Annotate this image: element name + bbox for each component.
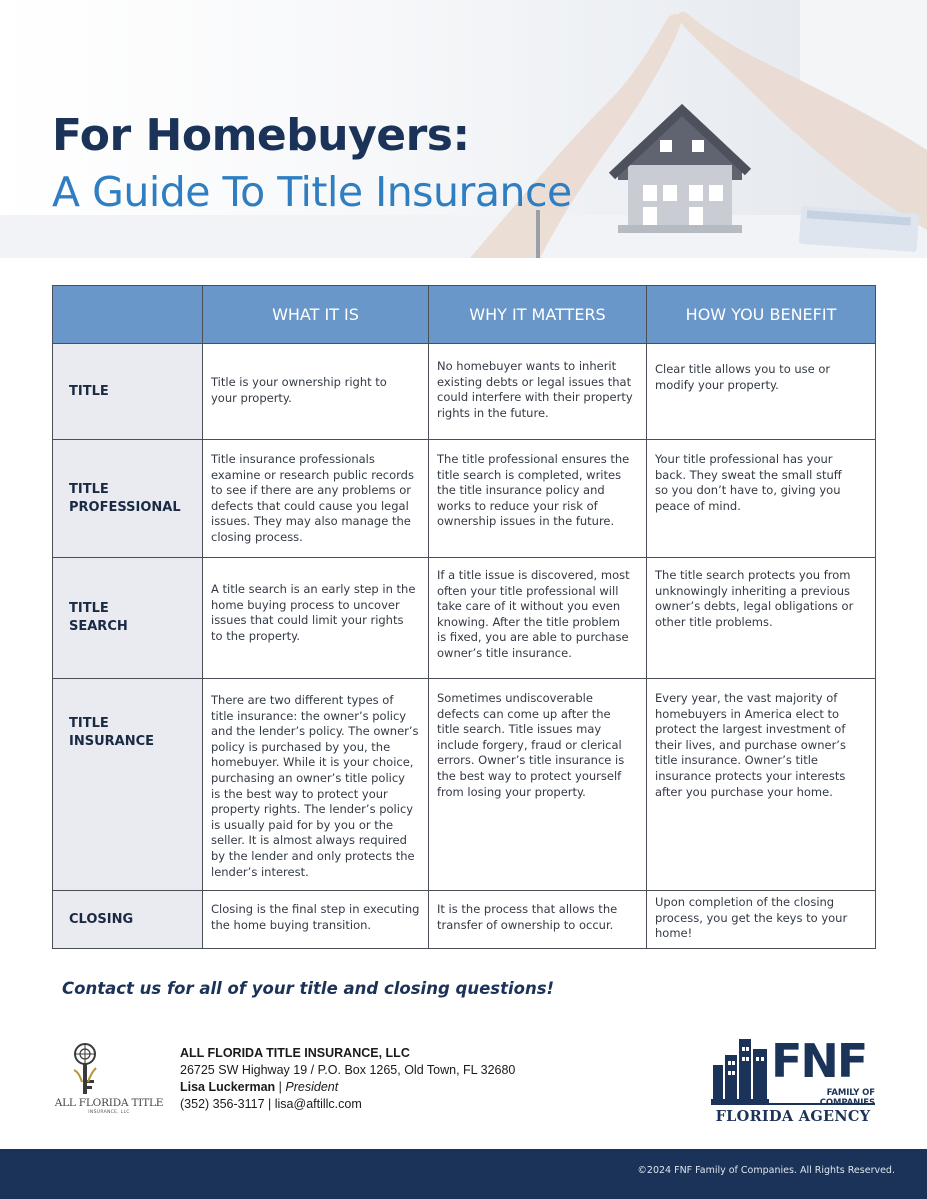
cell-line: modify your property. [655,377,779,392]
cell-title-benefit [647,344,876,440]
company-address: 26725 SW Highway 19 / P.O. Box 1265, Old Town, FL 32680 [180,1063,516,1077]
page-title: For Homebuyers: [52,110,470,161]
cell-line: home buying process to uncover [211,597,400,612]
cell-line: by the lender and only protects the [211,848,415,863]
cell-line: insurance protects your interests [655,768,846,783]
cell-line: ownership issues in the future. [437,514,615,529]
cell-line: homebuyer. While it is your choice, [211,755,414,770]
cell-line: lender’s interest. [211,864,309,879]
cell-line: issues that could limit your rights [211,613,404,628]
cell-line: seller. It is almost always required [211,833,407,848]
cell-line: and the lender’s policy. The owner’s [211,724,419,739]
cell-line: title search is completed, writes [437,467,622,482]
cell-line: to see if there are any problems or [211,483,412,498]
cell-line: defects that could cause you legal [211,498,409,513]
table-row-title-professional [53,440,876,558]
cell-title-insurance-why [429,679,647,891]
page-subtitle: A Guide To Title Insurance [52,168,572,216]
cell-title-search-benefit [647,558,876,679]
cell-line: rights in the future. [437,405,549,420]
cell-line: the home buying transition. [211,917,372,932]
cell-line: A title search is an early step in the [211,582,416,596]
fnf-florida-agency: FLORIDA AGENCY [715,1108,871,1125]
row-label-line: INSURANCE [69,734,155,749]
row-label-title-search [53,558,203,679]
row-label-line: TITLE [69,601,109,616]
cell-line: after you purchase your home. [655,784,833,799]
cell-line: defects can come up after the [437,706,611,721]
cell-title-insurance-what [203,679,429,891]
cell-line: Sometimes undiscoverable [437,691,593,705]
cell-line: Closing is the final step in executing [211,902,420,916]
company-contact-person [180,1079,515,1096]
agent-logo-sub: INSURANCE, LLC [88,1110,130,1115]
row-label-line: TITLE [69,383,109,399]
cell-line: owner’s debts, legal obligations or [655,599,854,614]
row-label-title [53,344,203,440]
cell-line: could interfere with their property [437,390,633,405]
cell-line: protect the largest investment of [655,722,846,737]
contact-person-name: Lisa Luckerman [180,1080,276,1094]
cell-line: homebuyers in America elect to [655,706,840,721]
cell-line: is usually paid for by you or the [211,817,394,832]
cell-line: knowing. After the title problem [437,614,621,629]
cell-line: The title search protects you from [655,568,851,582]
cell-title-search-why [429,558,647,679]
company-name: ALL FLORIDA TITLE INSURANCE, LLC [180,1046,410,1060]
cell-line: works to reduce your risk of [437,498,598,513]
table-row-title-insurance [53,679,876,891]
cell-line: peace of mind. [655,498,741,513]
column-header-why-it-matters: WHY IT MATTERS [429,286,647,344]
row-label-line: TITLE [69,481,109,497]
cell-line: your property. [211,390,292,405]
cell-line: issues. They may also manage the [211,514,411,529]
cell-closing-benefit [647,891,876,949]
cell-line: transfer of ownership to occur. [437,917,614,932]
cell-line: existing debts or legal issues that [437,374,632,389]
cell-line: from losing your property. [437,784,586,799]
cell-line: It is the process that allows the [437,902,618,916]
cell-line: purchasing an owner’s title policy [211,770,405,785]
table-row-title [53,344,876,440]
cell-line: often your title professional will [437,583,619,598]
cell-line: policy is purchased by you, the [211,739,391,754]
cell-line: unknowingly inheriting a previous [655,583,850,598]
cell-line: process, you get the keys to your [655,910,848,925]
cell-line: The title professional ensures the [437,452,630,466]
house-icon [612,110,748,233]
cell-line: title search. Title issues may [437,722,602,737]
cell-line: include forgery, fraud or clerical [437,737,622,752]
cell-line: Title is your ownership right to [211,375,387,389]
cell-title-professional-benefit [647,440,876,558]
copyright-text: ©2024 FNF Family of Companies. All Rights Reserved. [637,1165,895,1176]
table-row-closing [53,891,876,949]
row-label-line: TITLE [69,716,109,731]
company-info [180,1045,515,1113]
cell-title-professional-what [203,440,429,558]
cell-line: take care of it without you even [437,599,621,614]
cell-title-why [429,344,647,440]
cell-line: the title insurance policy and [437,483,605,498]
cell-title-search-what [203,558,429,679]
fnf-wordmark: FNF [771,1034,867,1088]
column-header-what-it-is: WHAT IT IS [203,286,429,344]
table-corner-cell [53,286,203,344]
cell-line: so you don’t have to, giving you [655,483,841,498]
cell-line: Title insurance professionals [211,452,375,466]
fnf-divider [711,1103,875,1105]
cell-title-professional-why [429,440,647,558]
cell-line: to the property. [211,628,300,643]
table-row-title-search [53,558,876,679]
row-label-title-professional [53,440,203,558]
cell-line: errors. Owner’s title insurance is [437,753,625,768]
row-label-closing [53,891,203,949]
fnf-family-of-companies: FAMILY OF [826,1088,875,1098]
cell-line: is fixed, you are able to purchase [437,630,629,645]
cell-line: closing process. [211,529,303,544]
row-label-line: PROFESSIONAL [69,499,181,515]
row-label-title-insurance [53,679,203,891]
cell-line: Every year, the vast majority of [655,691,838,705]
table-header-row [53,286,876,344]
hero-banner [0,0,927,258]
column-header-how-you-benefit: HOW YOU BENEFIT [647,286,876,344]
cell-title-insurance-benefit [647,679,876,891]
cell-line: is the best way to protect your [211,786,388,801]
row-label-line: CLOSING [69,911,134,927]
cell-line: title insurance: the owner’s policy [211,708,407,723]
agent-logo-name: ALL FLORIDA TITLE [54,1097,164,1109]
cell-line: There are two different types of [211,693,394,707]
cell-line: Upon completion of the closing [655,895,835,909]
contact-separator: | [275,1080,286,1094]
contact-person-title: President [285,1080,339,1094]
cell-line: back. They sweat the small stuff [655,467,842,482]
cell-line: Your title professional has your [655,452,833,466]
title-insurance-guide-table [52,285,876,949]
cell-line: examine or research public records [211,467,414,482]
row-label-line: SEARCH [69,619,128,634]
cell-line: owner’s title insurance. [437,645,572,660]
cell-line: title insurance. Owner’s title [655,753,819,768]
cell-line: home! [655,926,693,941]
company-phone-email: (352) 356-3117 | lisa@aftillc.com [180,1097,362,1111]
cell-line: other title problems. [655,614,773,629]
contact-tagline: Contact us for all of your title and closing questions! [62,979,555,998]
cell-line: Clear title allows you to use or [655,362,831,376]
cell-line: No homebuyer wants to inherit [437,359,617,373]
cell-closing-what [203,891,429,949]
cell-line: If a title issue is discovered, most [437,568,630,582]
cell-line: their lives, and purchase owner’s [655,737,846,752]
cell-line: property rights. The lender’s policy [211,802,414,817]
cell-title-what [203,344,429,440]
cell-closing-why [429,891,647,949]
cell-line: the best way to protect yourself [437,768,622,783]
